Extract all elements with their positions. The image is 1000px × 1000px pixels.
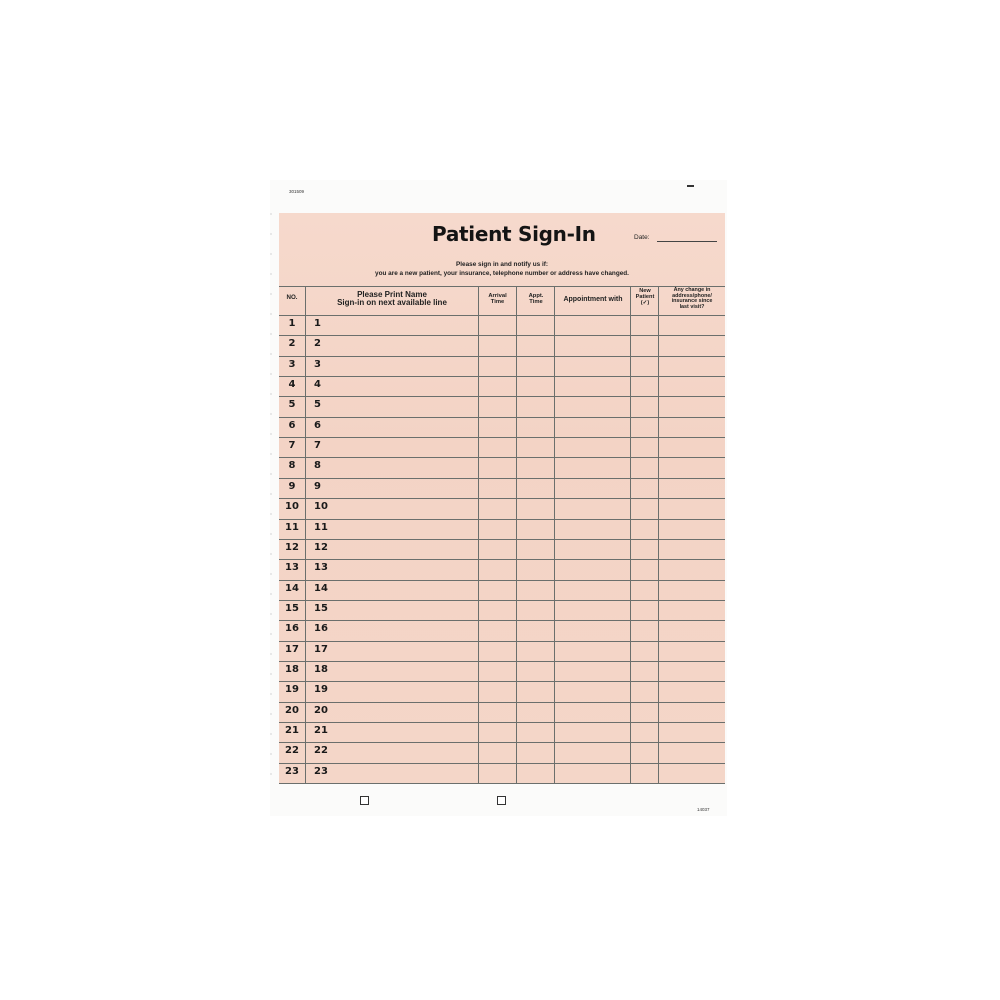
appt-time-cell[interactable] bbox=[517, 661, 553, 680]
change-cell[interactable] bbox=[659, 600, 724, 619]
appt-time-cell[interactable] bbox=[517, 396, 553, 415]
row-line-number: 22 bbox=[314, 745, 328, 757]
arrival-time-cell[interactable] bbox=[479, 519, 515, 538]
column-header-appointment-with: Appointment with bbox=[563, 296, 623, 303]
appt-time-cell[interactable] bbox=[517, 457, 553, 476]
row-number: 13 bbox=[285, 562, 299, 574]
arrival-time-cell[interactable] bbox=[479, 356, 515, 375]
new-patient-cell[interactable] bbox=[631, 559, 657, 578]
date-field[interactable] bbox=[657, 241, 717, 242]
appt-time-cell[interactable] bbox=[517, 376, 553, 395]
row-line-number: 16 bbox=[314, 623, 328, 635]
change-cell[interactable] bbox=[659, 702, 724, 721]
column-header-new-patient-line1: New bbox=[639, 288, 651, 294]
row-number: 18 bbox=[285, 663, 299, 675]
change-cell[interactable] bbox=[659, 356, 724, 375]
row-number: 3 bbox=[288, 358, 296, 370]
arrival-time-cell[interactable] bbox=[479, 315, 515, 334]
appointment-with-cell[interactable] bbox=[555, 376, 629, 395]
appt-time-cell[interactable] bbox=[517, 356, 553, 375]
name-cell[interactable] bbox=[306, 722, 477, 741]
change-cell[interactable] bbox=[659, 580, 724, 599]
appointment-with-cell[interactable] bbox=[555, 702, 629, 721]
new-patient-cell[interactable] bbox=[631, 356, 657, 375]
column-header-arrival bbox=[479, 293, 516, 305]
appt-time-cell[interactable] bbox=[517, 539, 553, 558]
new-patient-cell[interactable] bbox=[631, 519, 657, 538]
change-cell[interactable] bbox=[659, 539, 724, 558]
column-header-new-patient-line2: Patient bbox=[635, 293, 655, 300]
name-cell[interactable] bbox=[306, 457, 477, 476]
form-code-top: 301509 bbox=[289, 189, 305, 194]
row-number: 11 bbox=[285, 521, 299, 533]
row-number: 12 bbox=[285, 541, 299, 553]
appointment-with-cell[interactable] bbox=[555, 335, 629, 354]
column-header-appt-line2: Time bbox=[529, 299, 543, 306]
row-line-number: 6 bbox=[314, 419, 321, 431]
change-cell[interactable] bbox=[659, 478, 724, 497]
name-cell[interactable] bbox=[306, 417, 477, 436]
appt-time-cell[interactable] bbox=[517, 681, 553, 700]
column-header-change-line2: address/phone/ bbox=[672, 292, 712, 299]
arrival-time-cell[interactable] bbox=[479, 600, 515, 619]
new-patient-cell[interactable] bbox=[631, 742, 657, 761]
change-cell[interactable] bbox=[659, 376, 724, 395]
appt-time-cell[interactable] bbox=[517, 559, 553, 578]
appointment-with-cell[interactable] bbox=[555, 600, 629, 619]
new-patient-cell[interactable] bbox=[631, 661, 657, 680]
column-header-new-patient-line3: (✓) bbox=[640, 299, 650, 306]
row-number: 2 bbox=[288, 338, 296, 350]
column-header-new-patient bbox=[631, 289, 659, 307]
appt-time-cell[interactable] bbox=[517, 519, 553, 538]
appt-time-cell[interactable] bbox=[517, 641, 553, 660]
appt-time-cell[interactable] bbox=[517, 722, 553, 741]
appt-time-cell[interactable] bbox=[517, 315, 553, 334]
name-cell[interactable] bbox=[306, 498, 477, 517]
appointment-with-cell[interactable] bbox=[555, 681, 629, 700]
change-cell[interactable] bbox=[659, 742, 724, 761]
arrival-time-cell[interactable] bbox=[479, 641, 515, 660]
column-header-change bbox=[659, 288, 725, 311]
date-label: Date: bbox=[634, 234, 650, 241]
arrival-time-cell[interactable] bbox=[479, 335, 515, 354]
row-number: 9 bbox=[288, 480, 296, 492]
appt-time-cell[interactable] bbox=[517, 478, 553, 497]
name-cell[interactable] bbox=[306, 315, 477, 334]
row-line-number: 4 bbox=[314, 379, 321, 391]
name-cell[interactable] bbox=[306, 559, 477, 578]
arrival-time-cell[interactable] bbox=[479, 681, 515, 700]
appointment-with-cell[interactable] bbox=[555, 620, 629, 639]
change-cell[interactable] bbox=[659, 763, 724, 782]
name-cell[interactable] bbox=[306, 661, 477, 680]
row-number: 20 bbox=[285, 704, 299, 716]
new-patient-cell[interactable] bbox=[631, 620, 657, 639]
change-cell[interactable] bbox=[659, 457, 724, 476]
new-patient-cell[interactable] bbox=[631, 498, 657, 517]
row-line-number: 21 bbox=[314, 725, 328, 736]
change-cell[interactable] bbox=[659, 559, 724, 578]
column-header-name bbox=[305, 291, 479, 308]
row-line-number: 14 bbox=[314, 582, 328, 594]
appointment-with-cell[interactable] bbox=[555, 498, 629, 517]
row-line-number: 13 bbox=[314, 562, 328, 574]
appointment-with-cell[interactable] bbox=[555, 539, 629, 558]
change-cell[interactable] bbox=[659, 620, 724, 639]
name-cell[interactable] bbox=[306, 681, 477, 700]
name-cell[interactable] bbox=[306, 437, 477, 456]
change-cell[interactable] bbox=[659, 722, 724, 741]
arrival-time-cell[interactable] bbox=[479, 376, 515, 395]
arrival-time-cell[interactable] bbox=[479, 702, 515, 721]
arrival-time-cell[interactable] bbox=[479, 722, 515, 741]
arrival-time-cell[interactable] bbox=[479, 580, 515, 599]
appt-time-cell[interactable] bbox=[517, 417, 553, 436]
row-number: 6 bbox=[288, 419, 296, 431]
appt-time-cell[interactable] bbox=[517, 580, 553, 599]
column-header-appt-line1: Appt. bbox=[528, 293, 544, 299]
name-cell[interactable] bbox=[306, 702, 477, 721]
name-cell[interactable] bbox=[306, 335, 477, 354]
row-line-number: 19 bbox=[314, 684, 328, 696]
row-number: 7 bbox=[288, 440, 296, 452]
row-line-number: 8 bbox=[314, 460, 321, 472]
column-header-arrival-line1: Arrival bbox=[488, 293, 507, 299]
appt-time-cell[interactable] bbox=[517, 335, 553, 354]
form-code-bottom: 14037 bbox=[697, 807, 710, 812]
row-number: 4 bbox=[288, 379, 296, 391]
appointment-with-cell[interactable] bbox=[555, 559, 629, 578]
name-cell[interactable] bbox=[306, 641, 477, 660]
checkbox[interactable] bbox=[497, 796, 506, 805]
notice-line-1: Please sign in and notify us if: bbox=[456, 261, 548, 268]
row-line-number: 20 bbox=[314, 704, 328, 716]
appointment-with-cell[interactable] bbox=[555, 763, 629, 782]
name-cell[interactable] bbox=[306, 580, 477, 599]
row-number: 17 bbox=[285, 643, 299, 655]
change-cell[interactable] bbox=[659, 437, 724, 456]
form-title: Patient Sign-In bbox=[432, 222, 596, 246]
row-line-number: 17 bbox=[314, 643, 328, 655]
change-cell[interactable] bbox=[659, 315, 724, 334]
row-line-number: 18 bbox=[314, 663, 328, 675]
name-cell[interactable] bbox=[306, 478, 477, 497]
appointment-with-cell[interactable] bbox=[555, 396, 629, 415]
new-patient-cell[interactable] bbox=[631, 417, 657, 436]
change-cell[interactable] bbox=[659, 641, 724, 660]
row-number: 16 bbox=[285, 623, 299, 635]
new-patient-cell[interactable] bbox=[631, 681, 657, 700]
column-header-no: NO. bbox=[286, 294, 298, 301]
new-patient-cell[interactable] bbox=[631, 478, 657, 497]
arrival-time-cell[interactable] bbox=[479, 559, 515, 578]
row-number: 21 bbox=[285, 725, 299, 736]
column-header-arrival-line2: Time bbox=[490, 299, 505, 306]
arrival-time-cell[interactable] bbox=[479, 742, 515, 761]
row-line-number: 1 bbox=[314, 318, 321, 329]
new-patient-cell[interactable] bbox=[631, 315, 657, 334]
change-cell[interactable] bbox=[659, 661, 724, 680]
row-number: 19 bbox=[285, 684, 299, 696]
arrival-time-cell[interactable] bbox=[479, 457, 515, 476]
appointment-with-cell[interactable] bbox=[555, 742, 629, 761]
top-mark bbox=[687, 185, 694, 187]
row-divider bbox=[279, 783, 725, 784]
new-patient-cell[interactable] bbox=[631, 702, 657, 721]
appt-time-cell[interactable] bbox=[517, 620, 553, 639]
arrival-time-cell[interactable] bbox=[479, 396, 515, 415]
new-patient-cell[interactable] bbox=[631, 457, 657, 476]
appointment-with-cell[interactable] bbox=[555, 519, 629, 538]
change-cell[interactable] bbox=[659, 519, 724, 538]
appointment-with-cell[interactable] bbox=[555, 478, 629, 497]
column-header-change-line4: last visit? bbox=[679, 304, 705, 311]
column-header-change-line1: Any change in bbox=[673, 287, 711, 293]
arrival-time-cell[interactable] bbox=[479, 763, 515, 782]
appointment-with-cell[interactable] bbox=[555, 356, 629, 375]
change-cell[interactable] bbox=[659, 681, 724, 700]
column-header-appt bbox=[517, 293, 555, 305]
row-number: 22 bbox=[285, 745, 299, 757]
arrival-time-cell[interactable] bbox=[479, 498, 515, 517]
name-cell[interactable] bbox=[306, 356, 477, 375]
appt-time-cell[interactable] bbox=[517, 437, 553, 456]
arrival-time-cell[interactable] bbox=[479, 620, 515, 639]
column-header-name-line2: Sign-in on next available line bbox=[337, 298, 447, 308]
arrival-time-cell[interactable] bbox=[479, 539, 515, 558]
name-cell[interactable] bbox=[306, 376, 477, 395]
appointment-with-cell[interactable] bbox=[555, 580, 629, 599]
new-patient-cell[interactable] bbox=[631, 580, 657, 599]
row-line-number: 9 bbox=[314, 480, 321, 492]
name-cell[interactable] bbox=[306, 519, 477, 538]
appt-time-cell[interactable] bbox=[517, 498, 553, 517]
new-patient-cell[interactable] bbox=[631, 396, 657, 415]
row-line-number: 11 bbox=[314, 521, 328, 533]
name-cell[interactable] bbox=[306, 742, 477, 761]
arrival-time-cell[interactable] bbox=[479, 478, 515, 497]
change-cell[interactable] bbox=[659, 335, 724, 354]
name-cell[interactable] bbox=[306, 396, 477, 415]
row-number: 8 bbox=[288, 460, 296, 472]
new-patient-cell[interactable] bbox=[631, 376, 657, 395]
checkbox[interactable] bbox=[360, 796, 369, 805]
appointment-with-cell[interactable] bbox=[555, 457, 629, 476]
row-number: 15 bbox=[285, 602, 299, 614]
new-patient-cell[interactable] bbox=[631, 600, 657, 619]
row-number: 23 bbox=[285, 765, 299, 777]
change-cell[interactable] bbox=[659, 396, 724, 415]
new-patient-cell[interactable] bbox=[631, 722, 657, 741]
arrival-time-cell[interactable] bbox=[479, 417, 515, 436]
appt-time-cell[interactable] bbox=[517, 763, 553, 782]
appointment-with-cell[interactable] bbox=[555, 417, 629, 436]
appointment-with-cell[interactable] bbox=[555, 722, 629, 741]
notice-line-2: you are a new patient, your insurance, telephone number or address have changed. bbox=[375, 270, 629, 277]
row-number: 10 bbox=[285, 501, 299, 513]
name-cell[interactable] bbox=[306, 600, 477, 619]
arrival-time-cell[interactable] bbox=[479, 661, 515, 680]
row-number: 14 bbox=[285, 582, 299, 594]
change-cell[interactable] bbox=[659, 498, 724, 517]
appointment-with-cell[interactable] bbox=[555, 661, 629, 680]
name-cell[interactable] bbox=[306, 539, 477, 558]
row-line-number: 15 bbox=[314, 602, 328, 614]
name-cell[interactable] bbox=[306, 620, 477, 639]
new-patient-cell[interactable] bbox=[631, 641, 657, 660]
row-line-number: 5 bbox=[314, 399, 321, 411]
appointment-with-cell[interactable] bbox=[555, 437, 629, 456]
new-patient-cell[interactable] bbox=[631, 539, 657, 558]
new-patient-cell[interactable] bbox=[631, 335, 657, 354]
row-line-number: 3 bbox=[314, 358, 321, 370]
sheet-edge-perforation bbox=[270, 213, 272, 784]
column-header-change-line3: insurance since bbox=[671, 298, 713, 305]
row-line-number: 2 bbox=[314, 338, 321, 350]
change-cell[interactable] bbox=[659, 417, 724, 436]
new-patient-cell[interactable] bbox=[631, 763, 657, 782]
row-line-number: 23 bbox=[314, 765, 328, 777]
row-number: 1 bbox=[288, 318, 296, 329]
arrival-time-cell[interactable] bbox=[479, 437, 515, 456]
appointment-with-cell[interactable] bbox=[555, 641, 629, 660]
row-line-number: 7 bbox=[314, 440, 321, 452]
column-header-name-line1: Please Print Name bbox=[357, 290, 427, 299]
row-number: 5 bbox=[288, 399, 296, 411]
appt-time-cell[interactable] bbox=[517, 600, 553, 619]
name-cell[interactable] bbox=[306, 763, 477, 782]
row-line-number: 12 bbox=[314, 541, 328, 553]
new-patient-cell[interactable] bbox=[631, 437, 657, 456]
appt-time-cell[interactable] bbox=[517, 702, 553, 721]
appointment-with-cell[interactable] bbox=[555, 315, 629, 334]
row-line-number: 10 bbox=[314, 501, 328, 513]
appt-time-cell[interactable] bbox=[517, 742, 553, 761]
